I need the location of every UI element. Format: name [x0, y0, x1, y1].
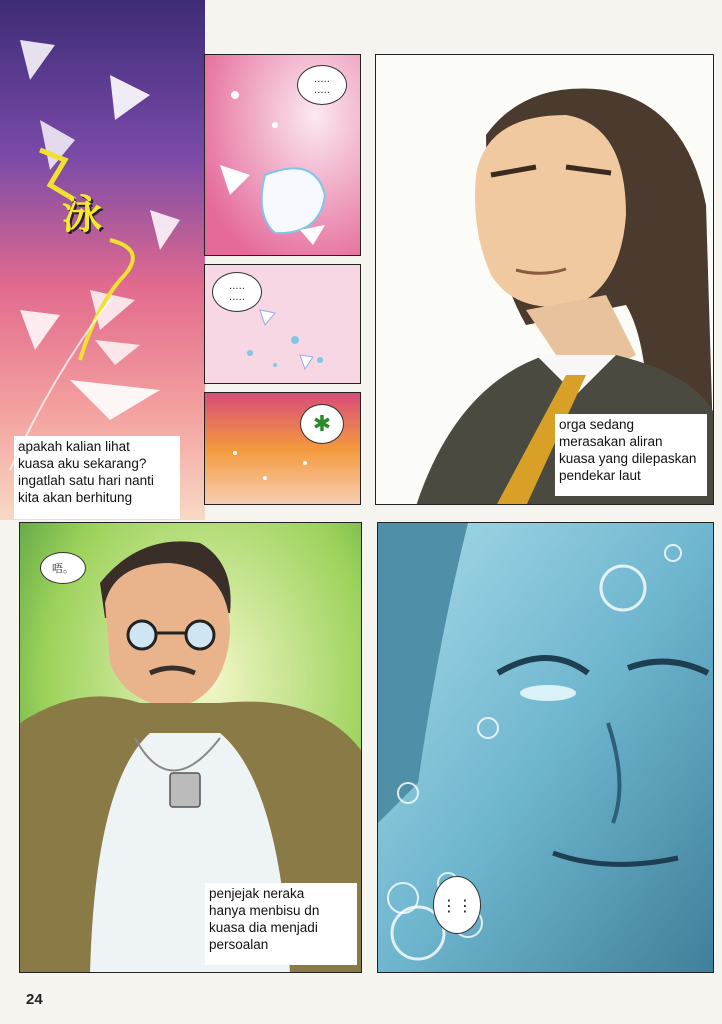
caption-line: kuasa dia menjadi — [209, 920, 318, 935]
sfx-text: 泳 — [62, 192, 102, 238]
caption-line: persoalan — [209, 937, 269, 952]
bubble-text: ✱ — [312, 411, 332, 437]
water-face-art — [378, 523, 714, 973]
bubble-text: ..... ..... — [314, 74, 330, 96]
speech-bubble-ellipsis — [212, 272, 262, 312]
caption-line: penjejak neraka — [209, 886, 305, 901]
caption-line: pendekar laut — [559, 468, 641, 483]
bubble-text: ..... ..... — [229, 281, 245, 303]
caption-intro — [14, 436, 180, 519]
panel-water-warrior — [377, 522, 714, 973]
speech-bubble-ellipsis — [297, 65, 347, 105]
bubble-text: ⋮⋮ — [441, 895, 473, 915]
caption-line: kuasa aku sekarang? — [18, 456, 147, 471]
speech-bubble-grunt — [40, 552, 86, 584]
caption-line: orga sedang — [559, 417, 635, 432]
caption-line: apakah kalian lihat — [18, 439, 130, 454]
caption-line: kuasa yang dilepaskan — [559, 451, 697, 466]
caption-line: hanya menbisu dn — [209, 903, 320, 918]
caption-hunter — [205, 883, 357, 965]
caption-line: merasakan aliran — [559, 434, 663, 449]
page-number: 24 — [26, 991, 43, 1008]
caption-orga — [555, 414, 707, 496]
speech-bubble-vertical-ellipsis — [433, 876, 481, 934]
caption-line: ingatlah satu hari nanti — [18, 473, 154, 488]
caption-line: kita akan berhitung — [18, 490, 133, 505]
burst-bubble — [300, 404, 344, 444]
bubble-text: 唔。 — [52, 562, 74, 575]
